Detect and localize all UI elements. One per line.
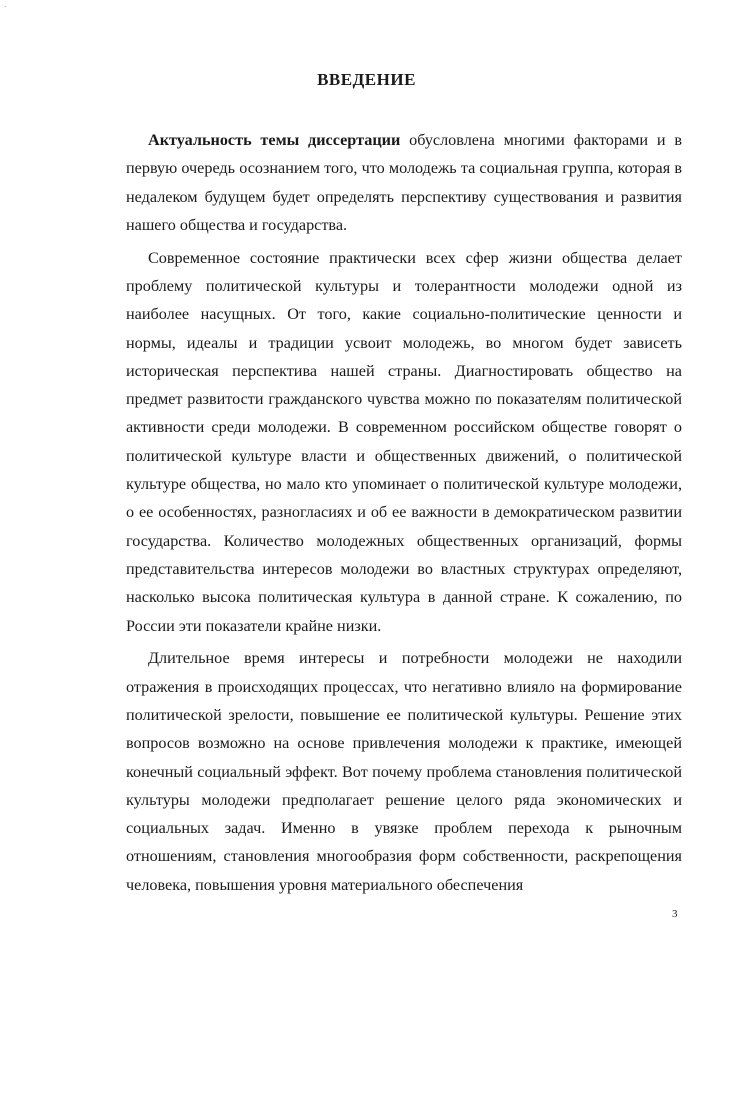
- scan-corner-mark: ·: [4, 3, 7, 11]
- section-heading: ВВЕДЕНИЕ: [317, 70, 416, 89]
- page-number: 3: [672, 908, 678, 920]
- paragraph-text: обусловлена многими факторами и в первую очередь осознанием того, что молодежь та социальная группа, которая в недалеком будущем будет определять перспективу существования и развития нашего общества и государства.: [126, 131, 682, 234]
- body-text: [126, 126, 682, 904]
- paragraph-relevance: [126, 126, 682, 239]
- paragraph-current-state: [126, 244, 682, 640]
- paragraph-text: Длительное время интересы и потребности молодежи не находили отражения в происходящих процессах, что негативно влияло на формирование политической зрелости, повышение ее политической культуры. Решение этих вопросов возможно на основе привлечения молодежи к практике, имеющей конечный социальный эффект. Вот почему проблема становления политической культуры молодежи предполагает решение целого ряда экономических и социальных задач. Именно в увязке проблем перехода к рыночным отношениям, становления многообразия форм собственности, раскрепощения человека, повышения уровня материального обеспечения: [126, 649, 682, 894]
- paragraph-text: Современное состояние практически всех сфер жизни общества делает проблему политической культуры и толерантности молодежи одной из наиболее насущных. От того, какие социально-политические ценности и нормы, идеалы и традиции усвоит молодежь, во многом будет зависеть историческая перспектива нашей страны. Диагностировать общество на предмет развитости гражданского чувства можно по показателям политической активности среди молодежи. В современном российском обществе говорят о политической культуре власти и общественных движений, о политической культуре общества, но мало кто упоминает о политической культуре молодежи, о ее особенностях, разногласиях и об ее важности в демократическом развитии государства. Количество молодежных общественных организаций, формы представительства интересов молодежи во властных структурах определяют, насколько высока политическая культура в данной стране. К сожалению, по России эти показатели крайне низки.: [126, 248, 682, 635]
- paragraph-lead-bold: Актуальность темы диссертации: [148, 131, 401, 149]
- paragraph-long-time: [126, 644, 682, 899]
